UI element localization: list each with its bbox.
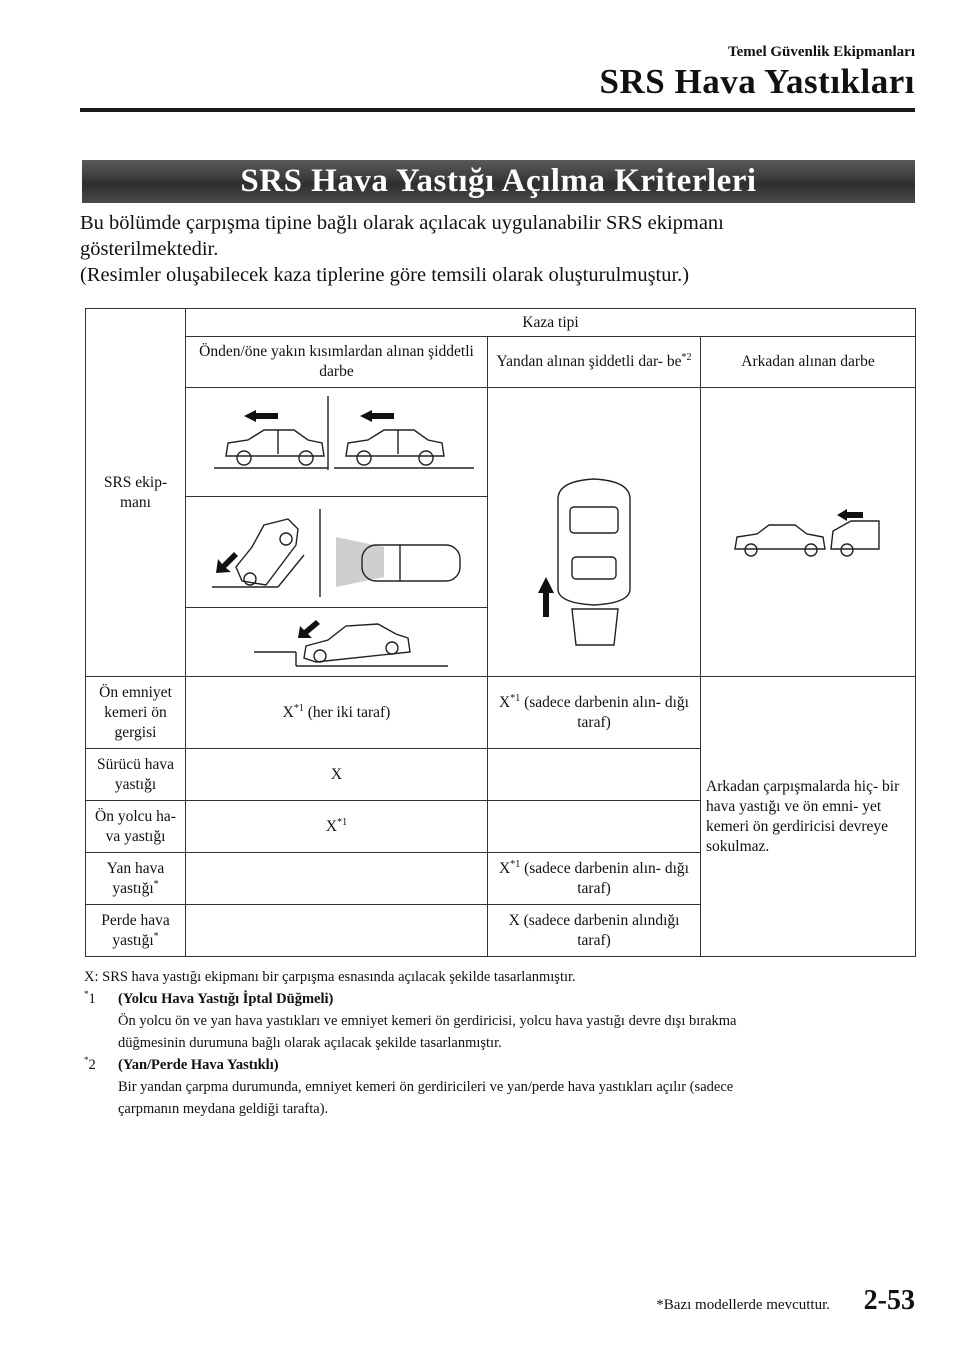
col-header-front: Önden/öne yakın kısımlardan alınan şiddetli darbe bbox=[186, 337, 488, 388]
cell-value: X bbox=[325, 817, 338, 835]
cell-front bbox=[186, 677, 488, 749]
arrow-left-icon bbox=[360, 410, 394, 422]
col-header-side-text: Yandan alınan şiddetli dar- be bbox=[496, 353, 682, 370]
row-label bbox=[86, 853, 186, 905]
cell-value: X bbox=[282, 703, 294, 721]
cell-side bbox=[488, 905, 701, 957]
note-1-text: Ön yolcu ön ve yan hava yastıkları ve emniyet kemeri ön gerdiricisi, yolcu hava yastığı devre dışı bırakma bbox=[118, 1013, 737, 1029]
row-label-text: Ön emniyet kemeri ön gergisi bbox=[99, 683, 172, 741]
cell-side bbox=[488, 749, 701, 801]
note-number: 2 bbox=[88, 1057, 96, 1073]
cell-value: X bbox=[330, 765, 343, 783]
cell-value-rest: (sadece darbenin alın- dığı taraf) bbox=[520, 693, 689, 731]
deployment-criteria-table bbox=[85, 308, 916, 957]
cell-rear-note: Arkadan çarpışmalarda hiç- bir hava yastığı ve ön emni- yet kemeri ön gerdiricisi devreye sokulmaz. bbox=[701, 677, 916, 957]
illustration-side-collision bbox=[488, 388, 701, 677]
illustration-underride-collision bbox=[186, 608, 488, 677]
footnote-mark: *1 bbox=[337, 816, 348, 828]
section-banner: SRS Hava Yastığı Açılma Kriterleri bbox=[82, 160, 915, 203]
frontal-impact-car-icon bbox=[214, 396, 328, 470]
intro-line: gösterilmektedir. bbox=[80, 238, 219, 260]
angled-impact-car-icon bbox=[212, 509, 460, 597]
illustration-angled-collision bbox=[186, 497, 488, 608]
arrow-up-icon bbox=[538, 577, 554, 617]
illustration-frontal-collision bbox=[186, 388, 488, 497]
frontal-impact-car-icon bbox=[334, 430, 474, 468]
underride-impact-car-icon bbox=[254, 624, 448, 666]
intro-line: Bu bölümde çarpışma tipine bağlı olarak açılacak uygulanabilir SRS ekipmanı bbox=[80, 212, 724, 234]
note-marker bbox=[84, 1054, 118, 1076]
footnote-mark: * bbox=[153, 878, 159, 890]
cell-front bbox=[186, 749, 488, 801]
row-label bbox=[86, 905, 186, 957]
page-number: 2-53 bbox=[863, 1285, 915, 1316]
srs-equipment-header: SRS ekip- manı bbox=[86, 309, 186, 677]
row-label bbox=[86, 749, 186, 801]
row-label-text: Sürücü hava yastığı bbox=[96, 755, 175, 793]
arrow-left-icon bbox=[837, 509, 863, 521]
header-chapter-title: SRS Hava Yastıkları bbox=[599, 62, 915, 101]
note-number: 1 bbox=[88, 991, 96, 1007]
note-marker bbox=[84, 988, 118, 1010]
footnote-mark: *1 bbox=[510, 858, 521, 870]
side-impact-car-icon bbox=[558, 479, 630, 645]
cell-side bbox=[488, 853, 701, 905]
note-1-text: düğmesinin durumuna bağlı olarak açılacak şekilde tasarlanmıştır. bbox=[118, 1035, 502, 1051]
footnote-mark: * bbox=[84, 989, 89, 999]
arrow-down-left-icon bbox=[298, 620, 320, 638]
row-label-text: Ön yolcu ha- va yastığı bbox=[95, 807, 176, 845]
cell-front bbox=[186, 801, 488, 853]
cell-value: X bbox=[499, 693, 511, 711]
x-definition: X: SRS hava yastığı ekipmanı bir çarpışma esnasında açılacak şekilde tasarlanmıştır. bbox=[84, 969, 576, 985]
note-1-title bbox=[84, 988, 924, 1010]
row-label-text: Perde hava yastığı bbox=[101, 911, 170, 949]
accident-type-header: Kaza tipi bbox=[186, 309, 916, 337]
footnote-mark: * bbox=[153, 930, 159, 942]
cell-value-rest: (her iki taraf) bbox=[303, 703, 391, 721]
cell-value-rest: (sadece darbenin alın- dığı taraf) bbox=[520, 859, 689, 897]
header-section-title: Temel Güvenlik Ekipmanları bbox=[728, 44, 915, 60]
cell-front bbox=[186, 905, 488, 957]
cell-side bbox=[488, 677, 701, 749]
row-label bbox=[86, 801, 186, 853]
note-2-text: Bir yandan çarpma durumunda, emniyet kemeri ön gerdiricileri ve yan/perde hava yastıkları açılır (sadece bbox=[118, 1079, 734, 1095]
footnote-mark: * bbox=[84, 1055, 89, 1065]
cell-value: X (sadece darbenin alındığı taraf) bbox=[508, 911, 680, 949]
cell-front bbox=[186, 853, 488, 905]
note-2-title bbox=[84, 1054, 924, 1076]
col-header-rear: Arkadan alınan darbe bbox=[701, 337, 916, 388]
footnote-mark: *1 bbox=[293, 702, 304, 714]
footnote-mark: *2 bbox=[681, 352, 692, 363]
intro-line: (Resimler oluşabilecek kaza tiplerine göre temsili olarak oluşturulmuştur.) bbox=[80, 264, 690, 286]
cell-value: X bbox=[499, 859, 511, 877]
cell-side bbox=[488, 801, 701, 853]
row-label bbox=[86, 677, 186, 749]
footnote-mark: *1 bbox=[510, 692, 521, 704]
col-header-side bbox=[488, 337, 701, 388]
note-title: (Yolcu Hava Yastığı İptal Düğmeli) bbox=[118, 991, 334, 1007]
arrow-down-left-icon bbox=[216, 552, 238, 573]
note-2-text: çarpmanın meydana geldiği tarafta). bbox=[118, 1101, 329, 1117]
illustration-rear-collision bbox=[701, 388, 916, 677]
intro-text bbox=[80, 210, 920, 288]
footer-availability-note: *Bazı modellerde mevcuttur. bbox=[656, 1297, 830, 1313]
note-title: (Yan/Perde Hava Yastıklı) bbox=[118, 1057, 279, 1073]
header-rule bbox=[80, 108, 915, 112]
rear-impact-car-icon bbox=[735, 521, 879, 556]
arrow-left-icon bbox=[244, 410, 278, 422]
row-label-text: Yan hava yastığı bbox=[106, 859, 165, 897]
footnotes bbox=[84, 966, 924, 1120]
